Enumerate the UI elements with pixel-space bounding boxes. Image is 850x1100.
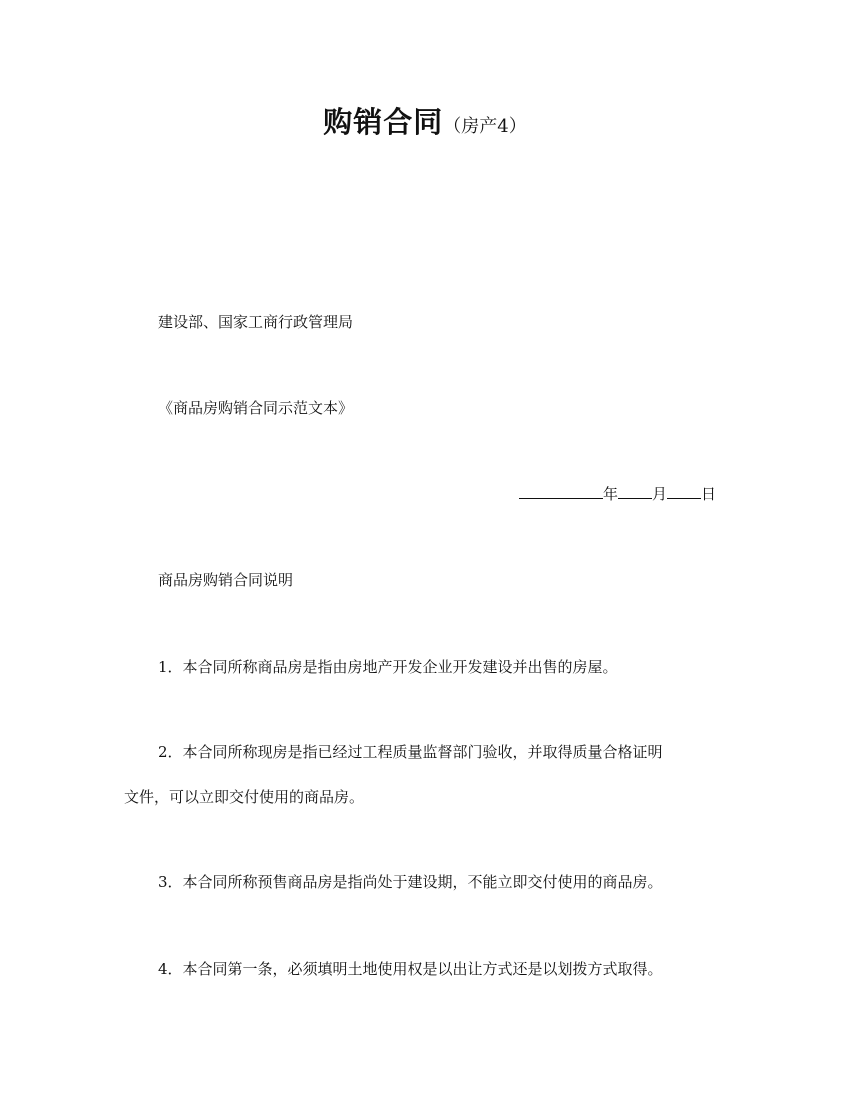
year-blank[interactable]: [519, 483, 603, 499]
title-subtitle: （房产4）: [443, 116, 527, 137]
month-blank[interactable]: [618, 483, 652, 499]
document-title: [0, 100, 850, 149]
day-label: 日: [700, 485, 716, 503]
year-label: 年: [602, 485, 618, 503]
section-heading: 商品房购销合同说明: [158, 571, 294, 589]
issuer-line: 建设部、国家工商行政管理局: [158, 313, 354, 331]
day-blank[interactable]: [667, 483, 701, 499]
clause-4: 4．本合同第一条，必须填明土地使用权是以出让方式还是以划拨方式取得。: [158, 960, 663, 978]
model-text-line: 《商品房购销合同示范文本》: [158, 399, 354, 417]
title-main: 购销合同: [323, 105, 444, 139]
clause-1: 1．本合同所称商品房是指由房地产开发企业开发建设并出售的房屋。: [158, 658, 618, 676]
clause-2: 2．本合同所称现房是指已经过工程质量监督部门验收，并取得质量合格证明: [158, 743, 663, 761]
month-label: 月: [651, 485, 667, 503]
clause-2-continued: 文件，可以立即交付使用的商品房。: [124, 788, 365, 806]
date-line: [519, 483, 716, 504]
clause-3: 3．本合同所称预售商品房是指尚处于建设期，不能立即交付使用的商品房。: [158, 873, 663, 891]
